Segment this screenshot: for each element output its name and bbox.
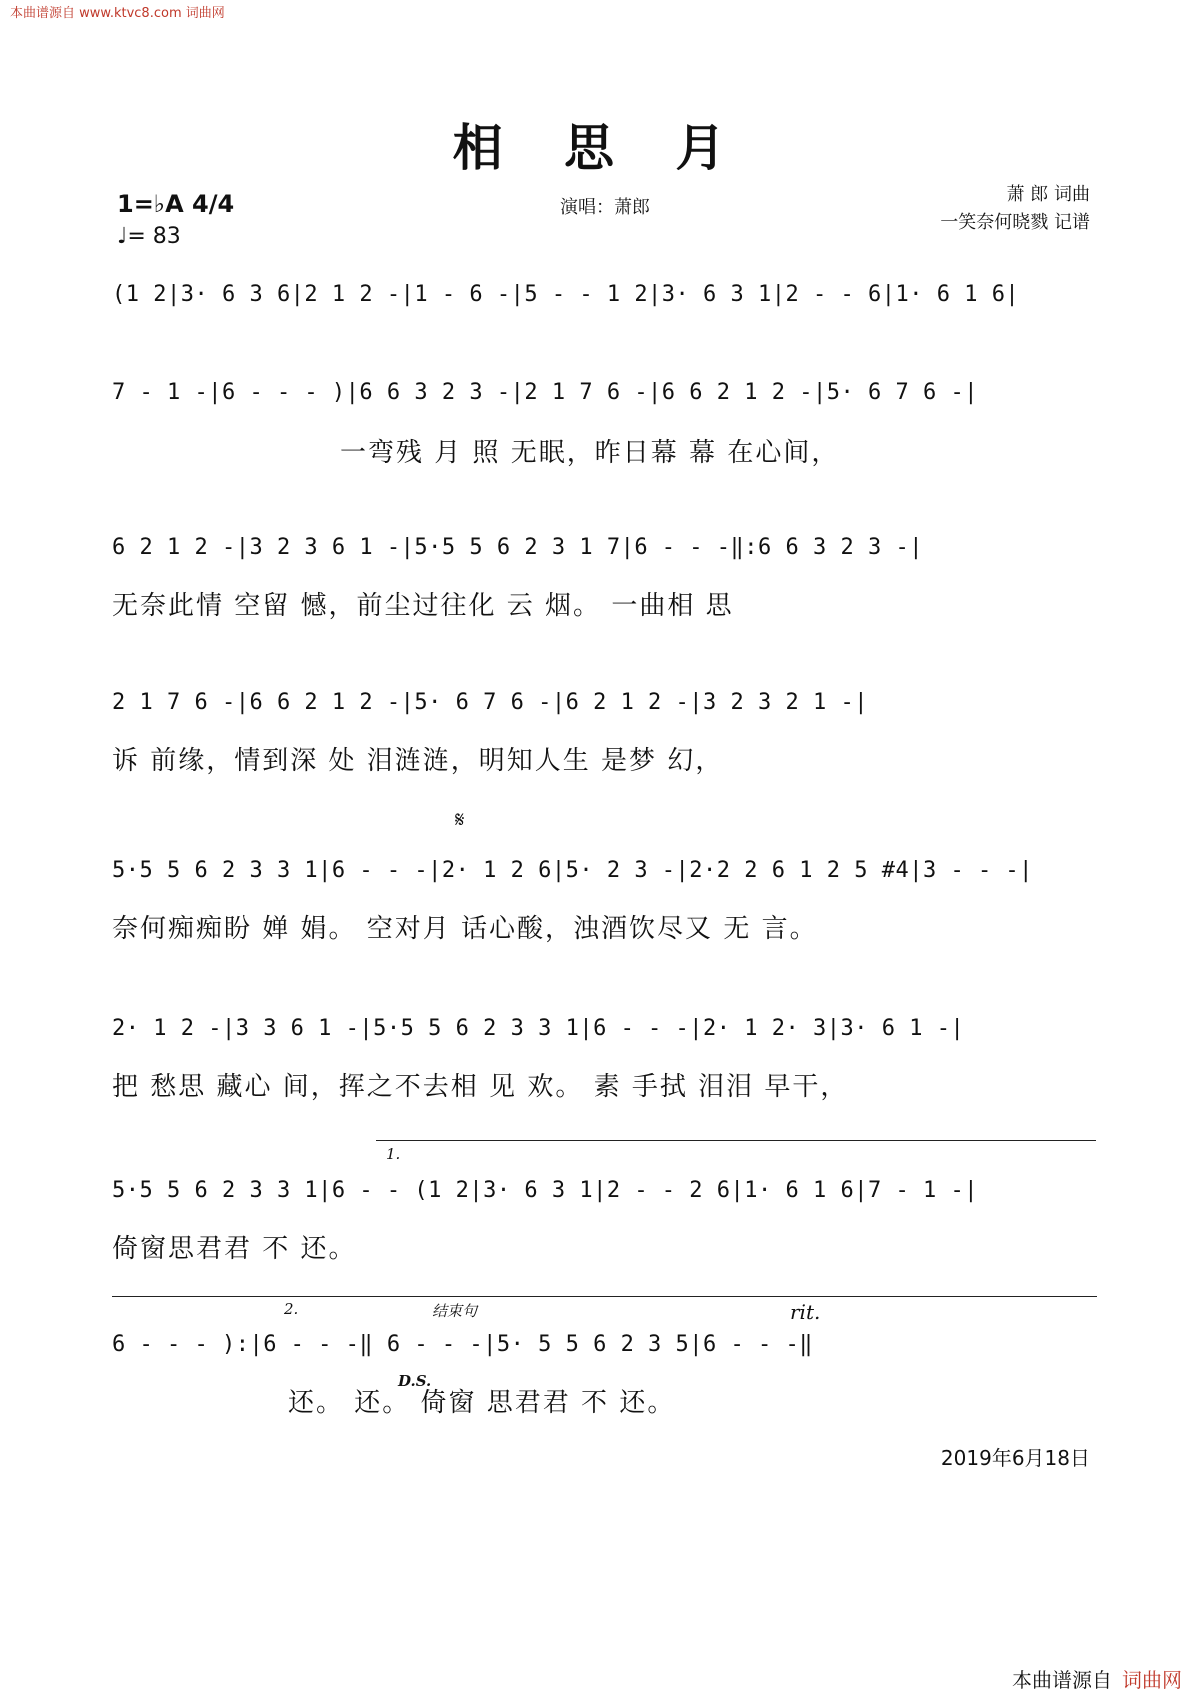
notation-row-7: 5·5 5 6 2 3 3 1|6 - - (1 2|3· 6 3 1|2 - - 2 6|1· 6 1 6|7 - 1 -| [112, 1178, 978, 1203]
rit-mark: rit. [790, 1300, 821, 1324]
singer-credit: 演唱：萧郎 [560, 197, 650, 218]
notation-row-3: 6 2 1 2 -|3 2 3 6 1 -|5·5 5 6 2 3 1 7|6 - - -‖:6 6 3 2 3 -| [112, 535, 923, 560]
notation-row-8: 6 - - - ):|6 - - -‖ 6 - - -|5· 5 5 6 2 3 5|6 - - -‖ [112, 1332, 814, 1357]
song-title: 相 思 月 [452, 118, 748, 177]
lyric-row-6: 把 愁思 藏心 间，挥之不去相 见 欢。 素 手拭 泪泪 早干， [112, 1072, 849, 1102]
notation-row-2: 7 - 1 -|6 - - - )|6 6 3 2 3 -|2 1 7 6 -|6 6 2 1 2 -|5· 6 7 6 -| [112, 380, 978, 405]
notation-row-4: 2 1 7 6 -|6 6 2 1 2 -|5· 6 7 6 -|6 2 1 2 -|3 2 3 2 1 -| [112, 690, 868, 715]
ds-mark: D.S. [398, 1372, 432, 1390]
watermark-bottom [1012, 1664, 1182, 1693]
lyricist-composer-credit: 萧 郎 词曲 [1006, 184, 1090, 205]
key-signature: 1=♭A 4/4 [117, 190, 235, 218]
lyric-row-7: 倚窗思君君 不 还。 [112, 1234, 357, 1264]
lyric-row-4: 诉 前缘，情到深 处 泪涟涟，明知人生 是梦 幻， [112, 746, 724, 776]
watermark-bottom-source: 本曲谱源自 [1012, 1668, 1112, 1692]
watermark-top: 本曲谱源自 www.ktvc8.com 词曲网 [10, 6, 225, 21]
ending-2-label: 2. [284, 1300, 299, 1318]
segno-mark: 𝄋 [455, 808, 465, 833]
ending-1-bracket [376, 1140, 1096, 1141]
date-stamp: 2019年6月18日 [940, 1446, 1090, 1470]
notation-row-1: (1 2|3· 6 3 6|2 1 2 -|1 - 6 -|5 - - 1 2|3· 6 3 1|2 - - 6|1· 6 1 6| [112, 282, 1020, 307]
notation-row-5: 5·5 5 6 2 3 3 1|6 - - -|2· 1 2 6|5· 2 3 -|2·2 2 6 1 2 5 #4|3 - - -| [112, 858, 1033, 883]
notation-row-6: 2· 1 2 -|3 3 6 1 -|5·5 5 6 2 3 3 1|6 - - -|2· 1 2· 3|3· 6 1 -| [112, 1016, 965, 1041]
watermark-bottom-site: 词曲网 [1122, 1668, 1182, 1692]
ending-2-bracket [112, 1296, 1097, 1297]
transcriber-credit: 一笑奈何晓戮 记谱 [940, 212, 1090, 233]
lyric-row-8: 还。 还。 倚窗 思君君 不 还。 [288, 1388, 676, 1418]
coda-label: 结束句 [432, 1302, 478, 1320]
tempo-mark: ♩= 83 [117, 224, 181, 249]
lyric-row-5: 奈何痴痴盼 婵 娟。 空对月 话心酸，浊酒饮尽又 无 言。 [112, 914, 818, 944]
lyric-row-2: 一弯残 月 照 无眠，昨日幕 幕 在心间， [340, 438, 840, 468]
lyric-row-3: 无奈此情 空留 憾，前尘过往化 云 烟。 一曲相 思 [112, 591, 734, 621]
ending-1-label: 1. [386, 1145, 401, 1163]
